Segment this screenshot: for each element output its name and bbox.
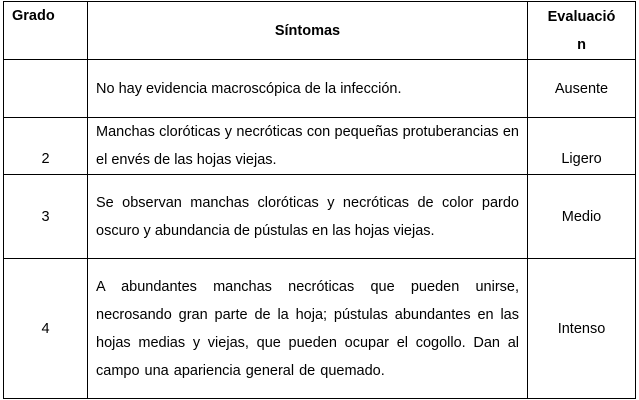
evaluacion-cell: Ligero (528, 118, 636, 175)
sintomas-cell: No hay evidencia macroscópica de la infección. (88, 60, 528, 118)
table-row (4, 259, 636, 399)
table-row (4, 175, 636, 259)
header-evaluacion-line1: Evaluació (547, 8, 616, 25)
sintomas-cell: A abundantes manchas necróticas que pueden unirse, necrosando gran parte de la hoja; pústulas abundantes en las hojas medias y viejas, que pueden ocupar el cogollo. Dan al campo una apariencia general de quemado. (88, 259, 528, 399)
sintomas-cell: Manchas cloróticas y necróticas con pequeñas protuberancias en el envés de las hojas viejas. (88, 118, 528, 175)
header-sintomas: Síntomas (88, 2, 528, 60)
table-row (4, 118, 636, 175)
grado-cell: 3 (4, 175, 88, 259)
table-row (4, 60, 636, 118)
grado-cell: 4 (4, 259, 88, 399)
header-row (4, 2, 636, 60)
sintomas-cell: Se observan manchas cloróticas y necróticas de color pardo oscuro y abundancia de pústulas en las hojas viejas. (88, 175, 528, 259)
evaluacion-cell: Ausente (528, 60, 636, 118)
evaluacion-cell: Intenso (528, 259, 636, 399)
grado-cell: 2 (4, 118, 88, 175)
header-evaluacion-line2: n (577, 36, 586, 53)
grado-cell (4, 60, 88, 118)
severity-table (3, 1, 636, 399)
header-evaluacion (528, 2, 636, 60)
evaluacion-cell: Medio (528, 175, 636, 259)
header-grado: Grado (4, 2, 88, 60)
